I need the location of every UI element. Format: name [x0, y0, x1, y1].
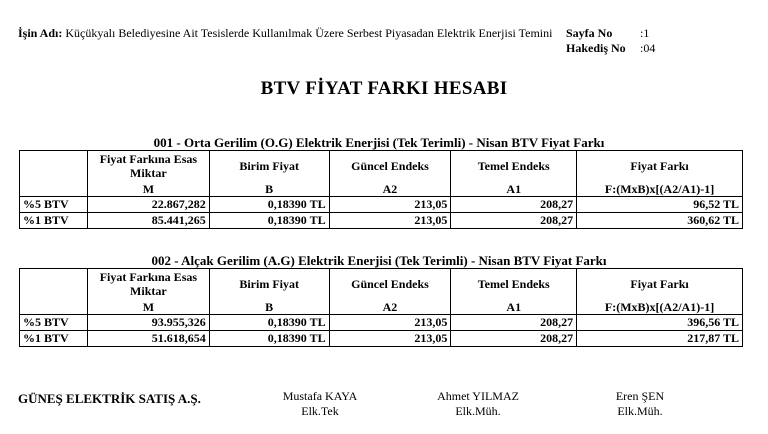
- column-symbol-a2: A2: [329, 300, 451, 315]
- price-difference-cell: 217,87 TL: [577, 331, 743, 347]
- column-formula: F:(MxB)x[(A2/A1)-1]: [577, 300, 743, 315]
- job-name-block: [18, 26, 558, 41]
- row-label-header: [20, 151, 88, 197]
- current-index-cell: 213,05: [329, 331, 451, 347]
- signatory-name: Ahmet YILMAZ: [437, 389, 519, 403]
- table-row: [20, 331, 743, 347]
- base-index-cell: 208,27: [451, 331, 577, 347]
- table-subheader-row: [20, 182, 743, 197]
- table-subheader-row: [20, 300, 743, 315]
- column-header-base-index: Temel Endeks: [451, 151, 577, 183]
- column-symbol-a1: A1: [451, 182, 577, 197]
- column-header-base-index: Temel Endeks: [451, 269, 577, 301]
- company-name: GÜNEŞ ELEKTRİK SATIŞ A.Ş.: [18, 391, 201, 406]
- price-difference-cell: 96,52 TL: [577, 197, 743, 213]
- signatory-role: Elk.Müh.: [617, 404, 663, 418]
- column-header-price-difference: Fiyat Farkı: [577, 269, 743, 301]
- table-row: [20, 213, 743, 229]
- job-name: Küçükyalı Belediyesine Ait Tesislerde Kullanılmak Üzere Serbest Piyasadan Elektrik Enerjisi Temini: [65, 26, 553, 40]
- column-formula: F:(MxB)x[(A2/A1)-1]: [577, 182, 743, 197]
- current-index-cell: 213,05: [329, 213, 451, 229]
- quantity-cell: 85.441,265: [87, 213, 209, 229]
- quantity-cell: 51.618,654: [87, 331, 209, 347]
- column-symbol-a1: A1: [451, 300, 577, 315]
- unit-price-cell: 0,18390 TL: [209, 197, 329, 213]
- section-title: 002 - Alçak Gerilim (A.G) Elektrik Enerjisi (Tek Terimli) - Nisan BTV Fiyat Farkı: [151, 253, 607, 268]
- column-header-quantity: Fiyat Farkına Esas Miktar: [87, 269, 209, 301]
- progress-number-label: Hakediş No: [566, 41, 626, 55]
- job-label: İşin Adı:: [18, 26, 63, 40]
- column-symbol-b: B: [209, 182, 329, 197]
- price-difference-cell: 396,56 TL: [577, 315, 743, 331]
- column-header-quantity: Fiyat Farkına Esas Miktar: [87, 151, 209, 183]
- column-header-current-index: Güncel Endeks: [329, 269, 451, 301]
- price-difference-cell: 360,62 TL: [577, 213, 743, 229]
- base-index-cell: 208,27: [451, 197, 577, 213]
- column-header-price-difference: Fiyat Farkı: [577, 151, 743, 183]
- current-index-cell: 213,05: [329, 197, 451, 213]
- section-title: 001 - Orta Gerilim (O.G) Elektrik Enerjisi (Tek Terimli) - Nisan BTV Fiyat Farkı: [153, 135, 605, 150]
- price-difference-table: [19, 150, 743, 229]
- current-index-cell: 213,05: [329, 315, 451, 331]
- column-symbol-m: M: [87, 182, 209, 197]
- quantity-cell: 93.955,326: [87, 315, 209, 331]
- page-number-value: :1: [640, 26, 650, 40]
- table-header-row: [20, 269, 743, 301]
- table-row: [20, 315, 743, 331]
- signature-block: [265, 389, 375, 419]
- row-label: %1 BTV: [20, 213, 88, 229]
- table-row: [20, 197, 743, 213]
- row-label: %1 BTV: [20, 331, 88, 347]
- base-index-cell: 208,27: [451, 315, 577, 331]
- column-header-current-index: Güncel Endeks: [329, 151, 451, 183]
- signatory-role: Elk.Tek: [301, 404, 339, 418]
- base-index-cell: 208,27: [451, 213, 577, 229]
- signature-block: [418, 389, 538, 419]
- signature-block: [590, 389, 690, 419]
- quantity-cell: 22.867,282: [87, 197, 209, 213]
- column-symbol-m: M: [87, 300, 209, 315]
- column-header-unit-price: Birim Fiyat: [209, 269, 329, 301]
- unit-price-cell: 0,18390 TL: [209, 213, 329, 229]
- signatory-role: Elk.Müh.: [455, 404, 501, 418]
- table-header-row: [20, 151, 743, 183]
- row-label: %5 BTV: [20, 315, 88, 331]
- page-info: [566, 26, 655, 56]
- column-symbol-b: B: [209, 300, 329, 315]
- column-symbol-a2: A2: [329, 182, 451, 197]
- column-header-unit-price: Birim Fiyat: [209, 151, 329, 183]
- row-label-header: [20, 269, 88, 315]
- unit-price-cell: 0,18390 TL: [209, 315, 329, 331]
- signatory-name: Mustafa KAYA: [282, 389, 358, 403]
- row-label: %5 BTV: [20, 197, 88, 213]
- unit-price-cell: 0,18390 TL: [209, 331, 329, 347]
- price-difference-table: [19, 268, 743, 347]
- page-title: BTV FİYAT FARKI HESABI: [260, 78, 508, 99]
- page-number-label: Sayfa No: [566, 26, 613, 40]
- signatory-name: Eren ŞEN: [615, 389, 665, 403]
- progress-number-value: :04: [640, 41, 656, 55]
